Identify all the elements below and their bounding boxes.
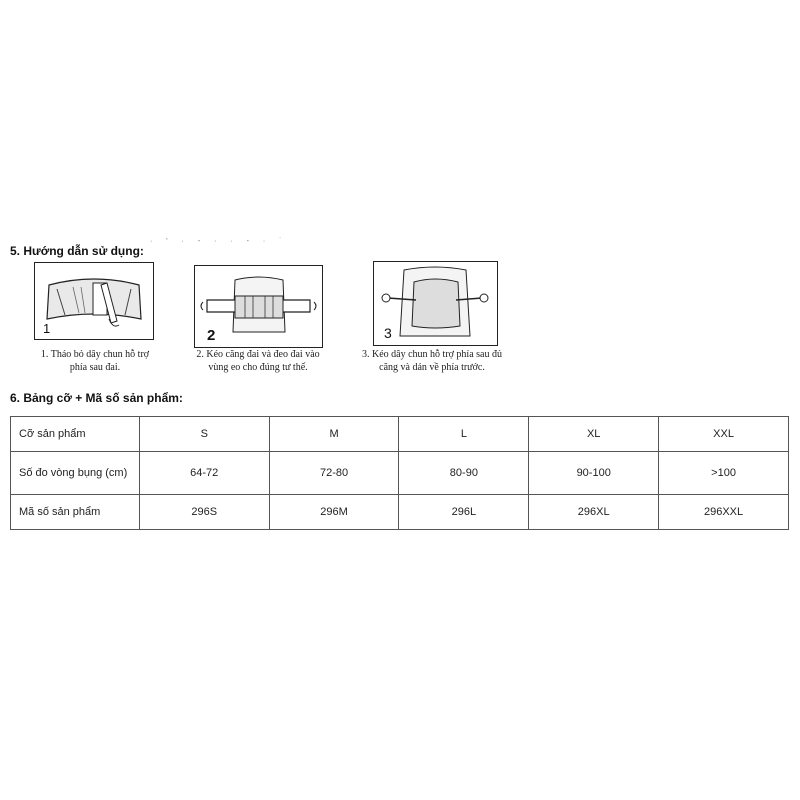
step-3-caption-line2: căng và dán về phía trước. [379, 362, 485, 373]
table-cell: L [399, 417, 529, 452]
table-row-code [11, 495, 789, 530]
size-table [10, 416, 789, 530]
table-cell: 80-90 [399, 452, 529, 495]
belt-fasten-drawing [374, 262, 497, 345]
table-cell: >100 [659, 452, 789, 495]
row-label-waist: Số đo vòng bụng (cm) [11, 452, 140, 495]
table-cell: XL [529, 417, 659, 452]
table-row-size [11, 417, 789, 452]
table-cell: 296XL [529, 495, 659, 530]
step-1-caption-line2: phía sau đai. [69, 362, 121, 373]
table-cell: 64-72 [139, 452, 269, 495]
table-cell: 72-80 [269, 452, 399, 495]
step-3-caption [342, 348, 522, 374]
section-5-title: 5. Hướng dẫn sử dụng: [10, 244, 144, 258]
section-6-title: 6. Bảng cỡ + Mã số sản phẩm: [10, 391, 183, 405]
step-2-caption-line2: vùng eo cho đúng tư thế. [208, 362, 308, 373]
step-2-illustration [194, 265, 323, 348]
table-cell: 90-100 [529, 452, 659, 495]
decorative-marks: · ' · - · · - · ˙ [150, 238, 288, 245]
step-3-caption-line1: 3. Kéo dây chun hỗ trợ phía sau đủ [362, 349, 502, 360]
table-cell: M [269, 417, 399, 452]
step-1-caption-line1: 1. Tháo bỏ dây chun hỗ trợ [40, 349, 150, 360]
row-label-size: Cỡ sản phẩm [11, 417, 140, 452]
table-cell: 296L [399, 495, 529, 530]
step-1-illustration [34, 262, 154, 340]
table-cell: 296S [139, 495, 269, 530]
step-3-illustration [373, 261, 498, 346]
table-cell: S [139, 417, 269, 452]
table-cell: 296XXL [659, 495, 789, 530]
step-2-number: 2 [207, 327, 216, 344]
belt-wrap-drawing [195, 266, 322, 347]
step-1-number: 1 [43, 321, 51, 336]
step-3-number: 3 [384, 325, 392, 341]
step-2-caption-line1: 2. Kéo căng đai và đeo đai vào [196, 349, 320, 360]
belt-unstrap-drawing [35, 263, 153, 339]
table-cell: XXL [659, 417, 789, 452]
row-label-code: Mã số sản phẩm [11, 495, 140, 530]
table-row-waist [11, 452, 789, 495]
step-1-caption [20, 348, 170, 374]
table-cell: 296M [269, 495, 399, 530]
step-2-caption [178, 348, 338, 374]
